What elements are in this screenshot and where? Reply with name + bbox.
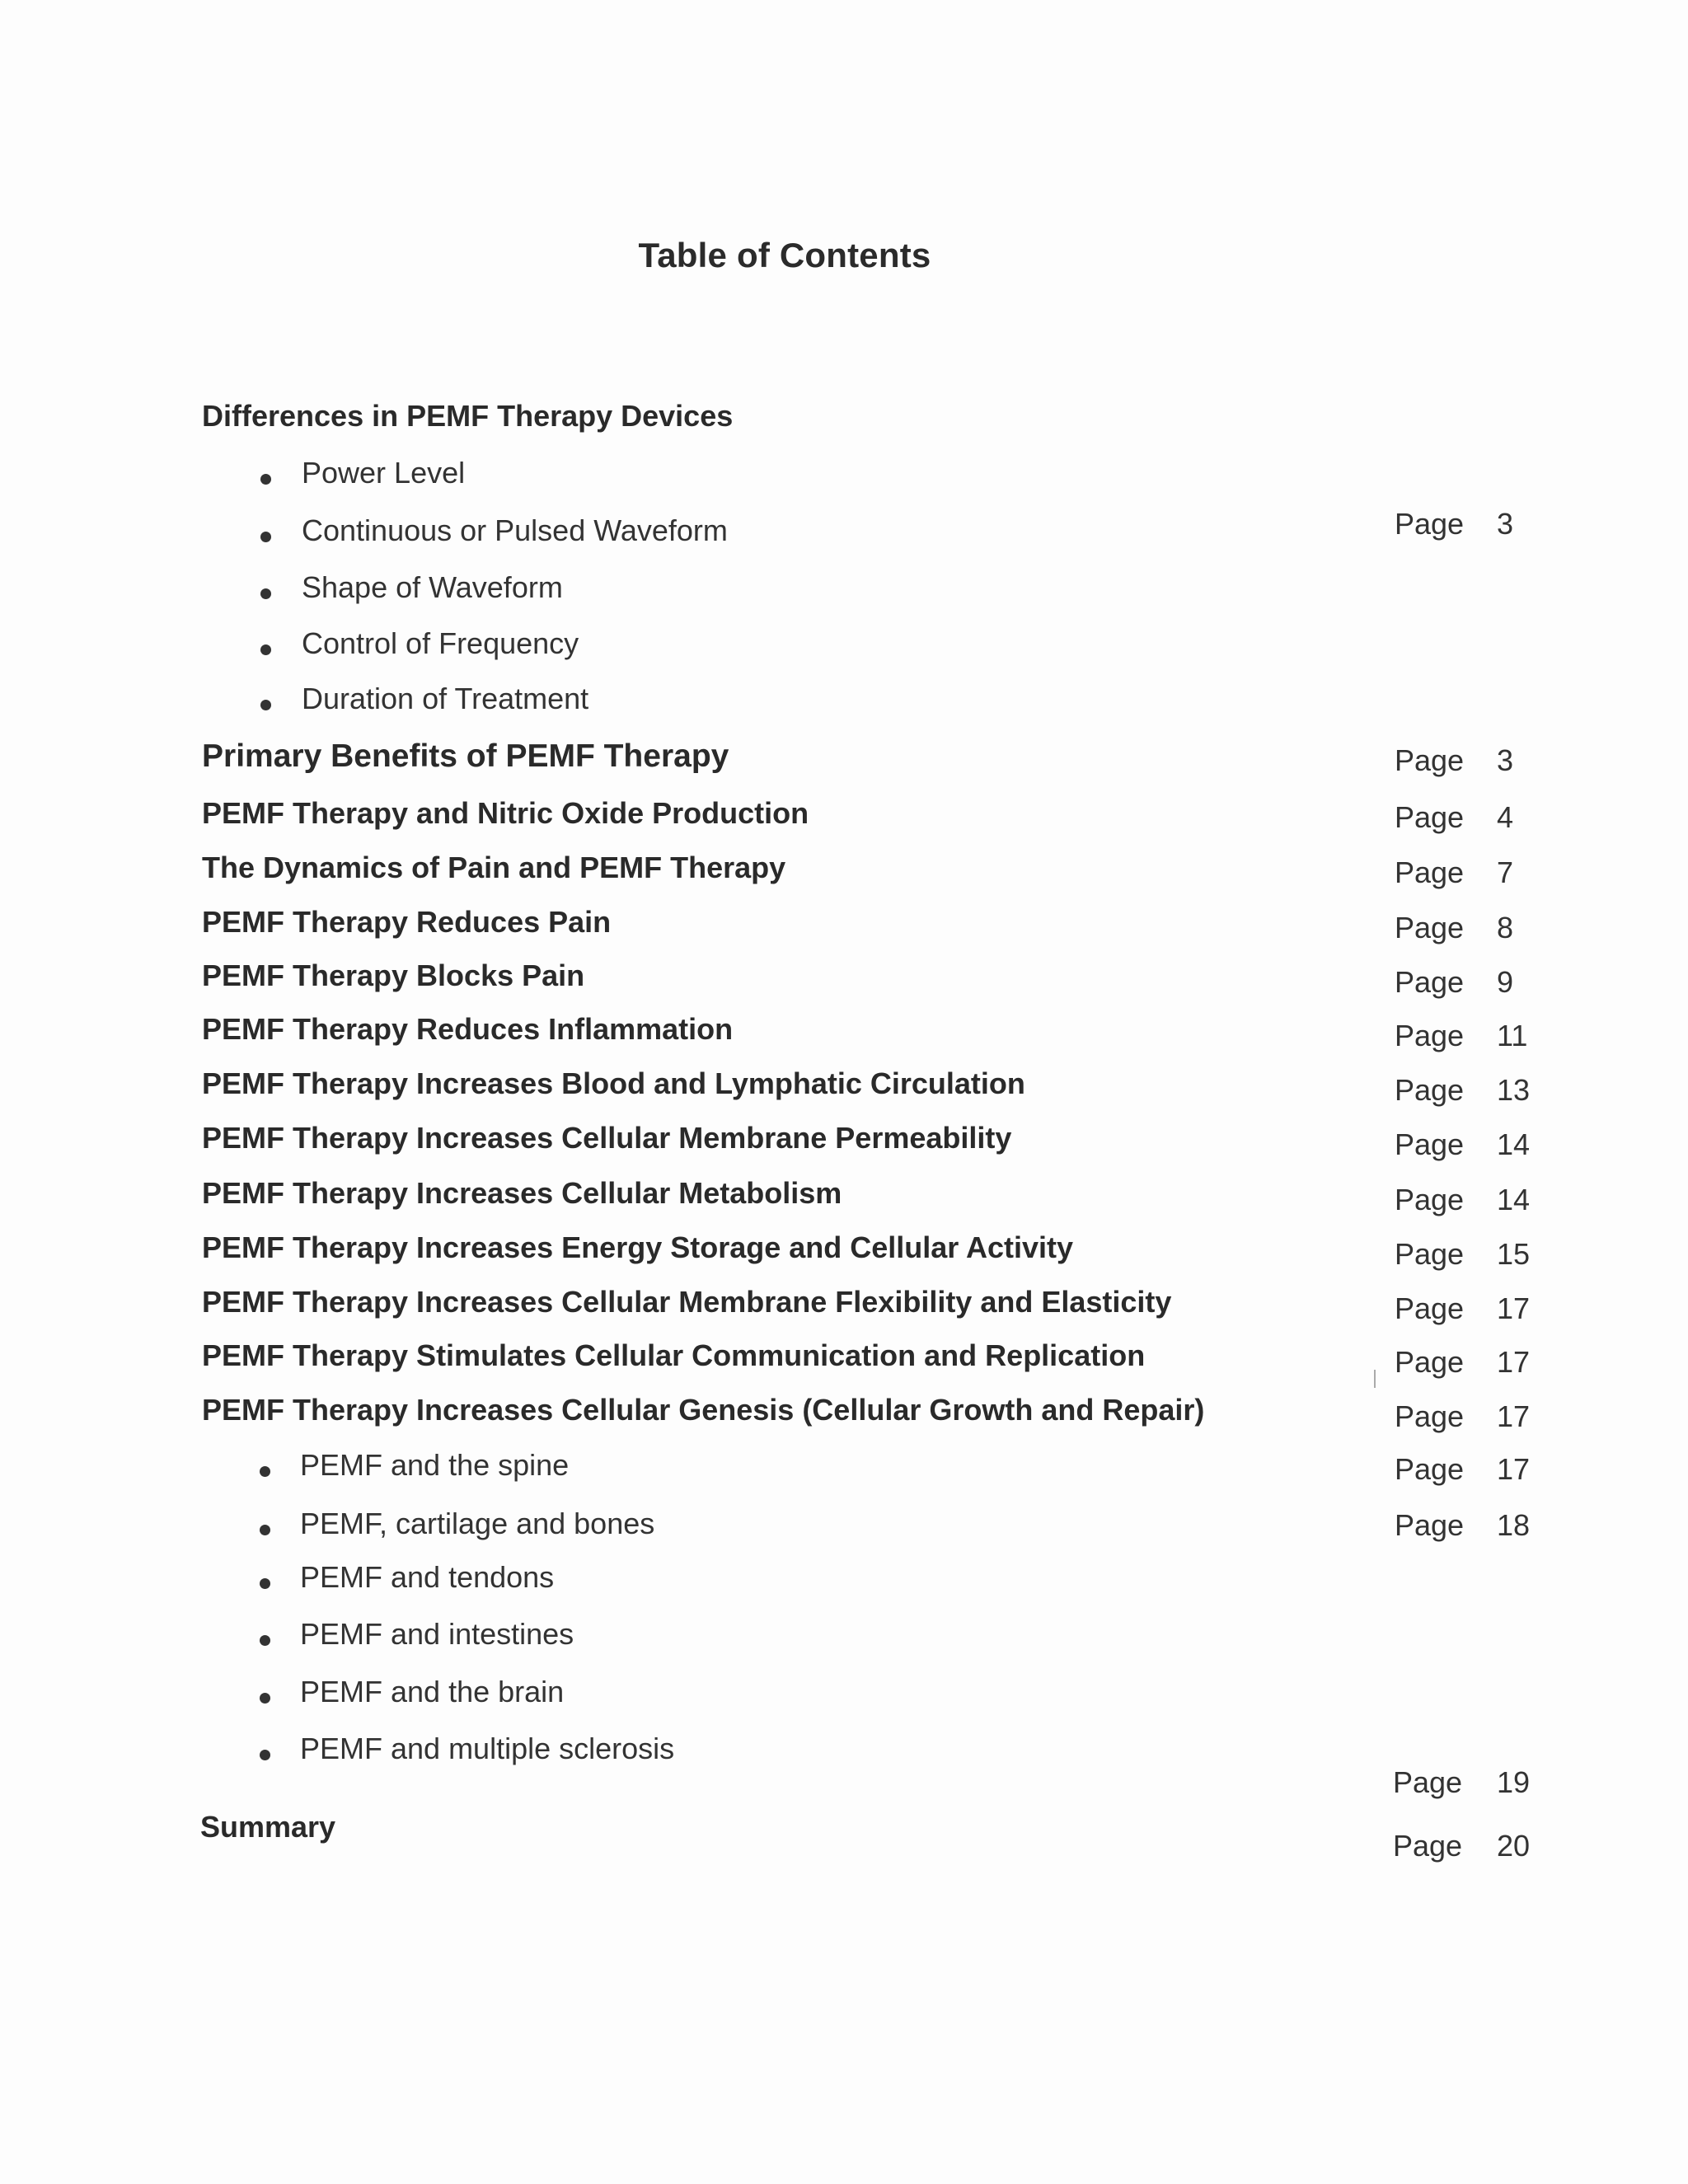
bullet-icon	[260, 1635, 270, 1646]
toc-subentry-label: PEMF, cartilage and bones	[300, 1507, 655, 1540]
bullet-icon	[260, 644, 271, 655]
toc-subentry	[0, 1448, 1688, 1494]
page-label: Page	[1395, 855, 1465, 889]
toc-subentry-label: PEMF and tendons	[300, 1560, 555, 1594]
toc-subentry	[0, 682, 1688, 728]
page-number: 17	[1497, 1345, 1531, 1379]
toc-subentry	[0, 456, 1688, 502]
toc-entry	[0, 851, 1688, 897]
toc-entry	[0, 399, 1688, 445]
bullet-icon	[260, 1750, 270, 1760]
page-number: 9	[1497, 965, 1514, 999]
page-number: 7	[1497, 855, 1514, 889]
toc-heading: PEMF Therapy Stimulates Cellular Communication and Replication	[202, 1338, 1146, 1372]
toc-subentry	[0, 1507, 1688, 1553]
toc-page-ref	[0, 1765, 1688, 1811]
toc-heading: PEMF Therapy Increases Cellular Membrane Flexibility and Elasticity	[202, 1285, 1172, 1319]
toc-heading: The Dynamics of Pain and PEMF Therapy	[202, 851, 786, 884]
toc-subentry	[0, 570, 1688, 616]
toc-subentry-label: Continuous or Pulsed Waveform	[302, 513, 728, 547]
toc-subentry	[0, 1617, 1688, 1663]
toc-entry	[0, 1121, 1688, 1167]
page-number: 14	[1497, 1127, 1531, 1161]
page-label: Page	[1395, 1399, 1465, 1433]
bullet-icon	[260, 1693, 270, 1704]
toc-subentry-label: PEMF and the brain	[300, 1675, 565, 1708]
page-label: Page	[1395, 800, 1465, 834]
toc-heading: PEMF Therapy Increases Cellular Metabolism	[202, 1176, 842, 1210]
toc-heading: Primary Benefits of PEMF Therapy	[202, 738, 729, 774]
page-label: Page	[1395, 1127, 1465, 1161]
toc-subentry-label: PEMF and intestines	[300, 1617, 574, 1651]
page-label: Page	[1395, 1452, 1465, 1486]
page-number: 15	[1497, 1237, 1531, 1271]
page-number: 13	[1497, 1073, 1531, 1107]
page-number: 3	[1497, 743, 1514, 777]
page-number: 4	[1497, 800, 1514, 834]
page-label: Page	[1395, 1073, 1465, 1107]
toc-heading: PEMF Therapy Blocks Pain	[202, 958, 585, 992]
page-number: 3	[1497, 507, 1514, 541]
toc-heading: PEMF Therapy Increases Cellular Genesis (Cellular Growth and Repair)	[202, 1393, 1205, 1427]
page-number: 17	[1497, 1452, 1531, 1486]
toc-heading: PEMF Therapy and Nitric Oxide Production	[202, 796, 809, 830]
toc-heading: PEMF Therapy Reduces Pain	[202, 905, 612, 939]
toc-heading: Summary	[200, 1810, 336, 1844]
toc-entry	[0, 905, 1688, 951]
page-number: 18	[1497, 1508, 1531, 1542]
toc-subentry	[0, 1675, 1688, 1721]
toc-entry	[0, 1285, 1688, 1331]
toc-entry	[0, 958, 1688, 1005]
page-title: Table of Contents	[638, 236, 931, 274]
bullet-icon	[260, 1525, 270, 1535]
bullet-icon	[260, 700, 271, 710]
toc-entry	[0, 738, 1688, 785]
page-label: Page	[1395, 1183, 1465, 1216]
toc-heading: PEMF Therapy Increases Energy Storage and Cellular Activity	[202, 1230, 1074, 1264]
toc-subentry-label: PEMF and multiple sclerosis	[300, 1732, 675, 1765]
toc-entry	[0, 1012, 1688, 1058]
toc-entry	[0, 796, 1688, 842]
page-label: Page	[1395, 1291, 1465, 1325]
toc-entry	[0, 1066, 1688, 1113]
page-number: 14	[1497, 1183, 1531, 1216]
page-number: 17	[1497, 1291, 1531, 1325]
bullet-icon	[260, 1578, 270, 1589]
toc-heading: PEMF Therapy Increases Blood and Lymphatic Circulation	[202, 1066, 1025, 1100]
toc-subentry	[0, 626, 1688, 673]
toc-page-ref	[0, 1829, 1688, 1875]
page-label: Page	[1395, 743, 1465, 777]
page-number: 19	[1497, 1765, 1531, 1799]
bullet-icon	[260, 1466, 270, 1477]
toc-entry	[0, 1393, 1688, 1439]
page-label: Page	[1395, 911, 1465, 944]
toc-subentry-label: Shape of Waveform	[302, 570, 563, 604]
page-label: Page	[1393, 1765, 1463, 1799]
toc-subentry-label: Control of Frequency	[302, 626, 579, 660]
page-label: Page	[1395, 1508, 1465, 1542]
toc-subentry-label: Power Level	[302, 456, 466, 490]
page-number: 11	[1497, 1019, 1528, 1052]
bullet-icon	[260, 474, 271, 485]
page-number: 17	[1497, 1399, 1531, 1433]
bullet-icon	[260, 588, 271, 599]
page-label: Page	[1395, 965, 1465, 999]
toc-heading: Differences in PEMF Therapy Devices	[202, 399, 734, 433]
scan-mark	[1374, 1370, 1376, 1388]
page-number: 8	[1497, 911, 1514, 944]
toc-entry	[0, 1338, 1688, 1385]
toc-entry	[0, 1176, 1688, 1222]
toc-heading: PEMF Therapy Increases Cellular Membrane Permeability	[202, 1121, 1012, 1155]
page-label: Page	[1393, 1829, 1463, 1863]
page-label: Page	[1395, 1345, 1465, 1379]
toc-subentry-label: PEMF and the spine	[300, 1448, 570, 1482]
page-label: Page	[1395, 1019, 1465, 1052]
page-label: Page	[1395, 1237, 1465, 1271]
toc-page-ref	[0, 507, 1688, 553]
toc-entry	[0, 1230, 1688, 1277]
page-number: 20	[1497, 1829, 1531, 1863]
toc-subentry	[0, 1560, 1688, 1606]
toc-subentry-label: Duration of Treatment	[302, 682, 589, 715]
toc-heading: PEMF Therapy Reduces Inflammation	[202, 1012, 734, 1046]
page-label: Page	[1395, 507, 1465, 541]
